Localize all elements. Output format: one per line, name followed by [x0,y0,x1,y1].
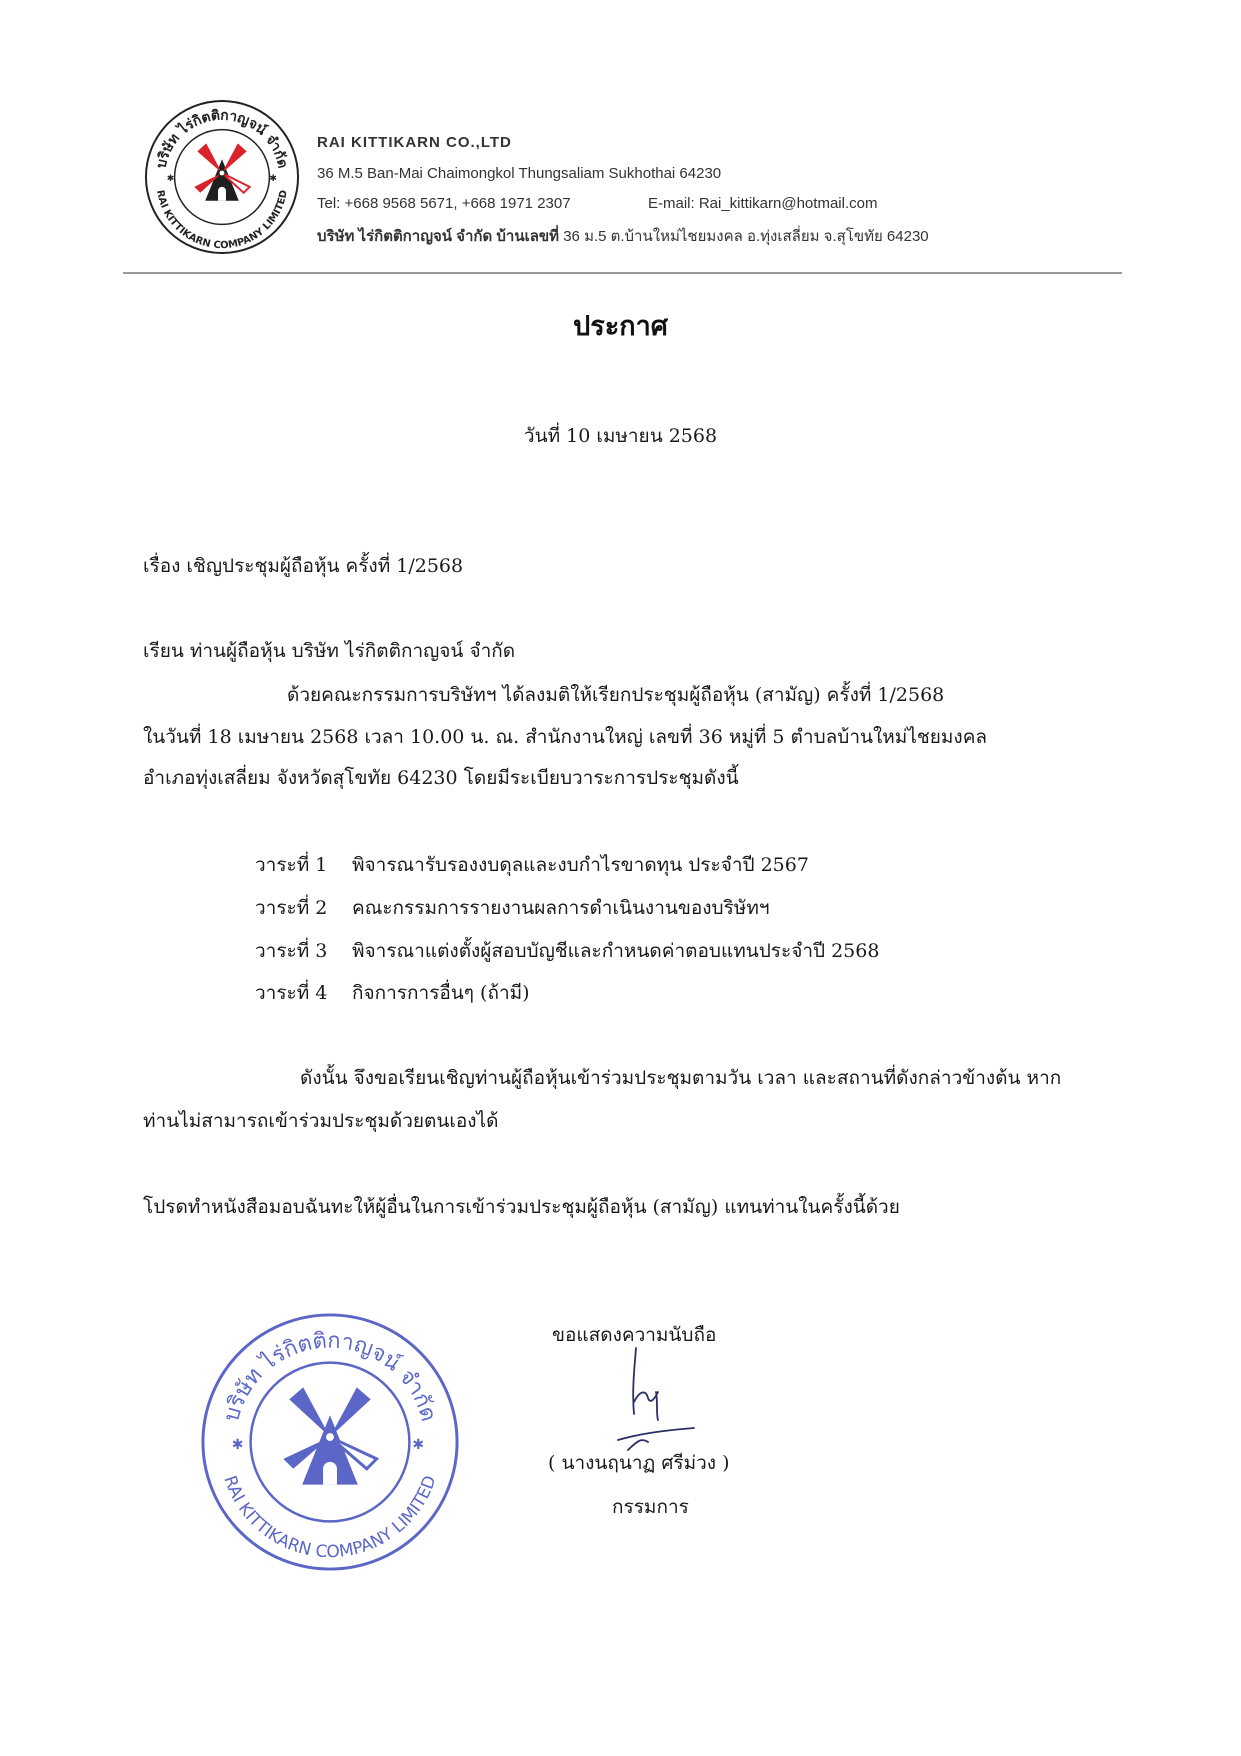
windmill-icon [194,143,249,200]
logo-star-left: ✱ [166,173,175,184]
subject-line: เรื่อง เชิญประชุมผู้ถือหุ้น ครั้งที่ 1/2568 [143,555,464,577]
company-address-thai-detail: 36 ม.5 ต.บ้านใหม่ไชยมงคล อ.ทุ่งเสลี่ยม จ.สุโขทัย 64230 [559,228,929,245]
paragraph-line: อำเภอทุ่งเสลี่ยม จังหวัดสุโขทัย 64230 โดยมีระเบียบวาระการประชุมดังนี้ [143,767,739,789]
agenda-text: คณะกรรมการรายงานผลการดำเนินงานของบริษัทฯ [352,897,770,919]
paragraph-line: ด้วยคณะกรรมการบริษัทฯ ได้ลงมติให้เรียกประชุมผู้ถือหุ้น (สามัญ) ครั้งที่ 1/2568 [287,684,945,706]
company-name-thai: บริษัท ไร่กิตติกาญจน์ จำกัด บ้านเลขที่ [317,228,560,245]
agenda-text: พิจารณารับรองงบดุลและงบกำไรขาดทุน ประจำปี 2567 [352,854,809,876]
logo-bottom-text: RAI KITTIKARN COMPANY LIMITED [154,189,290,252]
paragraph-line: โปรดทำหนังสือมอบฉันทะให้ผู้อื่นในการเข้าร่วมประชุมผู้ถือหุ้น (สามัญ) แทนท่านในครั้งนี้ด้วย [143,1196,900,1218]
company-email: E-mail: Rai_kittikarn@hotmail.com [648,195,878,212]
agenda-label: วาระที่ 1 [255,854,328,876]
closing-text: ขอแสดงความนับถือ [552,1324,717,1346]
date-line: วันที่ 10 เมษายน 2568 [523,425,718,447]
company-logo [143,98,301,256]
signer-name: ( นางนฤนาฏ ศรีม่วง ) [548,1452,730,1474]
paragraph-line: ดังนั้น จึงขอเรียนเชิญท่านผู้ถือหุ้นเข้าร่วมประชุมตามวัน เวลา และสถานที่ดังกล่าวข้างต้น หาก [300,1067,1062,1089]
header-divider [123,272,1122,274]
logo-top-text: บริษัท ไร่กิตติกาญจน์ จำกัด [153,107,291,170]
company-address-en: 36 M.5 Ban-Mai Chaimongkol Thungsaliam Sukhothai 64230 [317,165,722,182]
stamp-star-left: ✱ [231,1436,244,1453]
company-address-thai [317,224,929,248]
agenda-label: วาระที่ 2 [255,897,328,919]
stamp-bottom-text: RAI KITTIKARN COMPANY LIMITED [220,1472,440,1562]
agenda-text: กิจการการอื่นๆ (ถ้ามี) [352,982,530,1004]
signer-position: กรรมการ [612,1496,689,1518]
company-name-en: RAI KITTIKARN CO.,LTD [317,134,512,151]
page-title: ประกาศ [573,311,668,342]
company-stamp [196,1308,464,1576]
stamp-top-text: บริษัท ไร่กิตติกาญจน์ จำกัด [219,1328,441,1425]
stamp-star-right: ✱ [412,1436,425,1453]
agenda-label: วาระที่ 4 [255,982,328,1004]
logo-star-right: ✱ [269,173,277,184]
agenda-text: พิจารณาแต่งตั้งผู้สอบบัญชีและกำหนดค่าตอบแทนประจำปี 2568 [352,940,880,962]
recipient-line: เรียน ท่านผู้ถือหุ้น บริษัท ไร่กิตติกาญจน์ จำกัด [143,640,516,662]
agenda-label: วาระที่ 3 [255,940,328,962]
paragraph-line: ในวันที่ 18 เมษายน 2568 เวลา 10.00 น. ณ. สำนักงานใหญ่ เลขที่ 36 หมู่ที่ 5 ตำบลบ้านใหม่ไชยมงคล [143,726,988,748]
paragraph-line: ท่านไม่สามารถเข้าร่วมประชุมด้วยตนเองได้ [143,1110,499,1132]
company-telephone: Tel: +668 9568 5671, +668 1971 2307 [317,195,571,212]
windmill-icon [283,1387,376,1484]
